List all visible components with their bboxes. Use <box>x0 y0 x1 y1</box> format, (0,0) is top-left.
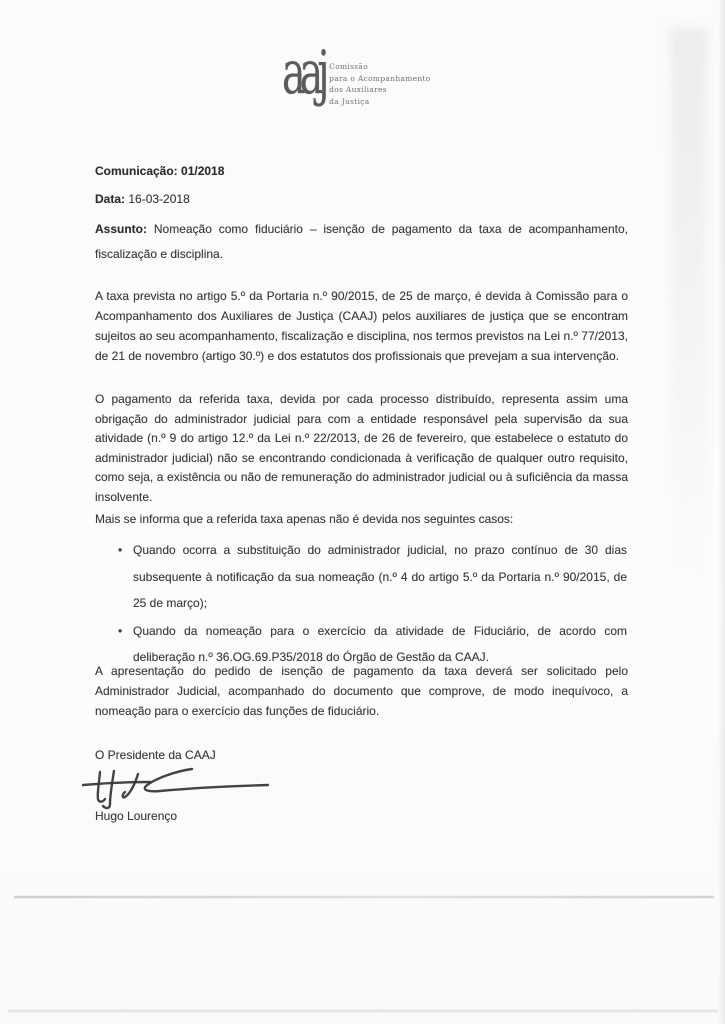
communication-number-line <box>95 161 628 181</box>
org-name-line: da Justiça <box>329 96 370 106</box>
caaj-org-name <box>329 61 430 107</box>
date-label: Data: <box>95 192 126 206</box>
caaj-monogram-icon: aaj <box>282 38 324 108</box>
scan-hline-artifact-2 <box>8 1010 718 1012</box>
signer-name: Hugo Lourenço <box>95 809 178 823</box>
list-intro: Mais se informa que a referida taxa apenas não é devida nos seguintes casos: <box>95 512 514 526</box>
president-title: O Presidente da CAAJ <box>95 748 216 762</box>
caaj-logo <box>282 38 431 108</box>
date-value: 16-03-2018 <box>128 192 190 206</box>
date-line <box>95 189 628 209</box>
subject-line <box>95 217 628 267</box>
list-item <box>133 537 627 617</box>
paragraph-request-procedure: A apresentação do pedido de isenção de pagamento da taxa deverá ser solicitado pelo Administrador Judicial, acompanhado do documento que comprove, de modo inequívoco, a nomeação para o exercício das funções de fiduciário. <box>95 664 628 718</box>
paragraph-payment-obligation: O pagamento da referida taxa, devida por cada processo distribuído, representa assim uma obrigação do administrador judicial para com a entidade responsável pela supervisão da sua atividade (n.º 9 do artigo 12.º da Lei n.º 22/2013, de 26 de fevereiro, que estabelece o estatuto do administrador judicial) não se encontrando condicionada à verificação de qualquer outro requisito, como seja, a existência ou não de remuneração do administrador judicial ou à suficiência da massa insolvente. <box>95 392 628 504</box>
paragraph-tax-due: A taxa prevista no artigo 5.º da Portaria n.º 90/2015, de 25 de março, é devida à Comissão para o Acompanhamento dos Auxiliares de Justiça (CAAJ) pelos auxiliares de justiça que se encontram sujeitos ao seu acompanhamento, fiscalização e disciplina, nos termos previstos na Lei n.º 77/2013, de 21 de novembro (artigo 30.º) e dos estatutos dos profissionais que prevejam a sua intervenção. <box>95 289 628 363</box>
subject-value: Nomeação como fiduciário – isenção de pagamento da taxa de acompanhamento, fiscalização e disciplina. <box>95 222 628 261</box>
org-name-line: Comissão <box>329 62 369 71</box>
scan-hline-artifact-1 <box>14 896 714 898</box>
communication-value: 01/2018 <box>181 164 225 178</box>
scan-streak-artifact <box>671 28 707 608</box>
exemption-list <box>133 537 627 672</box>
page-edge-shade <box>718 0 725 1024</box>
org-name-line: dos Auxiliares <box>329 85 387 94</box>
list-item-text: Quando da nomeação para o exercício da atividade de Fiduciário, de acordo com deliberação n.º 36.OG.69.P35/2018 do Órgão de Gestão da CAAJ. <box>133 623 627 664</box>
list-item-text: Quando ocorra a substituição do administrador judicial, no prazo contínuo de 30 dias subsequente à notificação da sua nomeação (n.º 4 do artigo 5.º da Portaria n.º 90/2015, de 25 de março); <box>133 543 627 610</box>
communication-label: Comunicação: <box>95 164 178 178</box>
org-name-line: para o Acompanhamento <box>329 73 431 83</box>
subject-label: Assunto: <box>95 222 147 236</box>
